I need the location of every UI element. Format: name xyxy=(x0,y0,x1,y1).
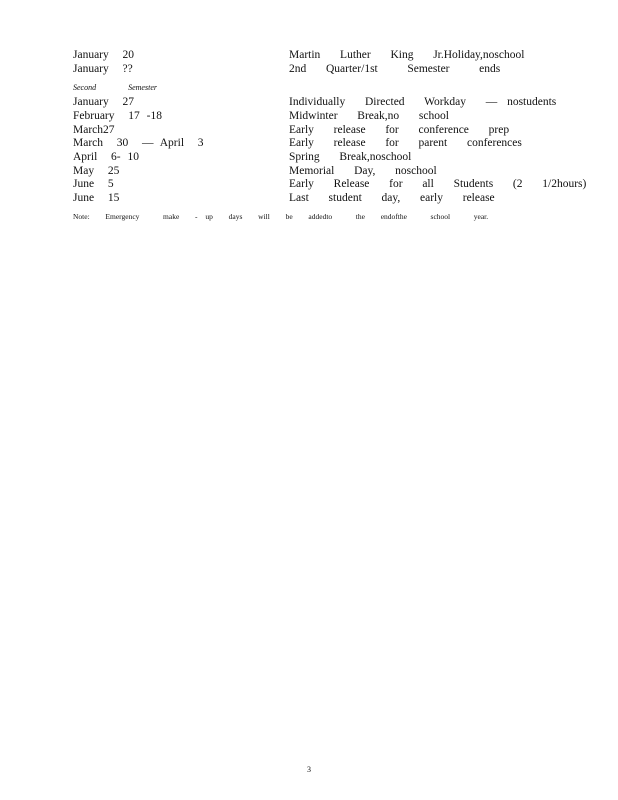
footnote: Note: Emergency make - up days will be addedto the endofthe school year. xyxy=(73,212,489,221)
schedule-event: Early release for conference prep xyxy=(289,124,510,136)
schedule-row xyxy=(0,123,618,137)
schedule-date: June 15 xyxy=(73,192,120,204)
schedule-date: March 30 — April 3 xyxy=(73,137,204,149)
schedule-row xyxy=(0,177,618,191)
schedule-row xyxy=(0,150,618,164)
schedule-row xyxy=(0,136,618,150)
schedule-row xyxy=(0,109,618,123)
schedule-date: March27 xyxy=(73,124,115,136)
schedule-row xyxy=(0,164,618,178)
schedule-date: June 5 xyxy=(73,178,114,190)
schedule-row xyxy=(0,95,618,109)
schedule-date: January ?? xyxy=(73,63,133,75)
schedule-date: February 17 -18 xyxy=(73,110,162,122)
schedule-date: April 6- 10 xyxy=(73,151,139,163)
schedule-row xyxy=(0,191,618,205)
schedule-event: Individually Directed Workday — nostudents xyxy=(289,96,557,108)
schedule-row xyxy=(0,62,618,76)
schedule-event: Early release for parent conferences xyxy=(289,137,522,149)
schedule-row xyxy=(0,48,618,62)
page-number: 3 xyxy=(307,765,311,774)
schedule-event: Spring Break,noschool xyxy=(289,151,412,163)
schedule-event: 2nd Quarter/1st Semester ends xyxy=(289,63,501,75)
schedule-date: May 25 xyxy=(73,165,120,177)
schedule-event: Last student day, early release xyxy=(289,192,495,204)
schedule-event: Martin Luther King Jr.Holiday,noschool xyxy=(289,49,525,61)
schedule-event: Midwinter Break,no school xyxy=(289,110,449,122)
schedule-event: Early Release for all Students (2 1/2hours) xyxy=(289,178,587,190)
section-heading: Second Semester xyxy=(73,83,157,92)
schedule-date: January 27 xyxy=(73,96,135,108)
schedule-date: January 20 xyxy=(73,49,135,61)
schedule-event: Memorial Day, noschool xyxy=(289,165,437,177)
